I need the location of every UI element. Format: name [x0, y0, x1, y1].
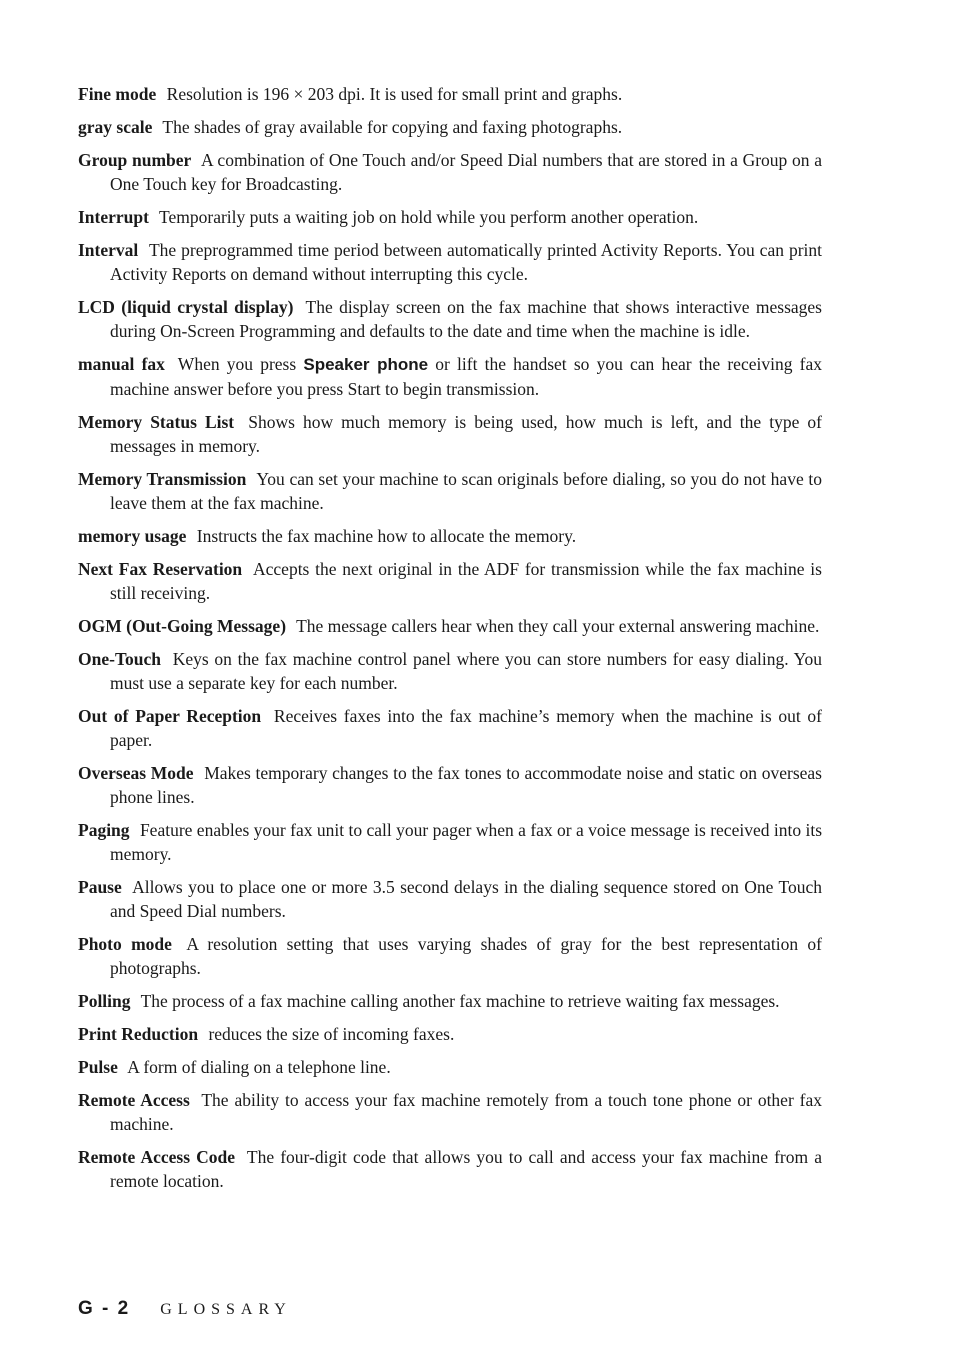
glossary-entry [78, 115, 822, 139]
glossary-definition: The message callers hear when they call your external answering machine. [296, 616, 820, 636]
glossary-definition: Shows how much memory is being used, how much is left, and the type of messages in memory. [110, 412, 823, 456]
glossary-term: One-Touch [78, 649, 161, 669]
glossary-term: Fine mode [78, 84, 157, 104]
glossary-term: gray scale [78, 117, 153, 137]
speaker-phone-key-label: Speaker phone [303, 355, 429, 374]
glossary-definition: Resolution is 196 × 203 dpi. It is used for small print and graphs. [166, 84, 623, 104]
glossary-definition-rest: or lift the handset so you can hear the receiving fax machine answer before you press Start to begin transmission. [110, 354, 822, 399]
glossary-term: Pulse [78, 1057, 118, 1077]
glossary-definition: A combination of One Touch and/or Speed Dial numbers that are stored in a Group on a One Touch key for Broadcasting. [110, 150, 822, 194]
glossary-list [78, 82, 822, 1202]
glossary-definition: The display screen on the fax machine that shows interactive messages during On-Screen Programming and defaults to the date and time when the machine is idle. [110, 297, 822, 341]
glossary-term: OGM (Out-Going Message) [78, 616, 287, 636]
glossary-term: LCD (liquid crystal display) [78, 297, 294, 317]
page-footer [78, 1298, 292, 1324]
glossary-entry [78, 647, 822, 695]
glossary-definition: A resolution setting that uses varying shades of gray for the best representation of photographs. [110, 934, 823, 978]
glossary-term: Next Fax Reservation [78, 559, 243, 579]
glossary-term: Memory Transmission [78, 469, 247, 489]
glossary-term: Interrupt [78, 207, 149, 227]
glossary-entry [78, 410, 822, 458]
glossary-entry [78, 467, 822, 515]
glossary-term: Paging [78, 820, 130, 840]
glossary-definition: Receives faxes into the fax machine’s memory when the machine is out of paper. [110, 706, 823, 750]
glossary-definition-lead: When you press [177, 354, 297, 374]
glossary-term: Photo mode [78, 934, 172, 954]
glossary-definition: The process of a fax machine calling another fax machine to retrieve waiting fax messages. [140, 991, 780, 1011]
glossary-entry [78, 1055, 822, 1079]
glossary-entry [78, 238, 822, 286]
glossary-entry [78, 704, 822, 752]
glossary-term: Remote Access [78, 1090, 190, 1110]
glossary-term: Interval [78, 240, 139, 260]
glossary-term: Print Reduction [78, 1024, 199, 1044]
glossary-definition: The preprogrammed time period between automatically printed Activity Reports. You can print Activity Reports on demand without interrupting this cycle. [110, 240, 823, 284]
glossary-term: memory usage [78, 526, 187, 546]
glossary-term: Polling [78, 991, 131, 1011]
glossary-term: Remote Access Code [78, 1147, 236, 1167]
glossary-definition: Keys on the fax machine control panel where you can store numbers for easy dialing. You must use a separate key for each number. [110, 649, 823, 693]
glossary-entry [78, 1022, 822, 1046]
glossary-entry [78, 148, 822, 196]
glossary-entry [78, 875, 822, 923]
glossary-definition: The ability to access your fax machine remotely from a touch tone phone or other fax machine. [110, 1090, 822, 1134]
glossary-definition: Accepts the next original in the ADF for transmission while the fax machine is still receiving. [110, 559, 822, 603]
glossary-definition: Allows you to place one or more 3.5 second delays in the dialing sequence stored on One Touch and Speed Dial numbers. [110, 877, 822, 921]
glossary-definition: Makes temporary changes to the fax tones to accommodate noise and static on overseas phone lines. [110, 763, 822, 807]
glossary-definition: Temporarily puts a waiting job on hold while you perform another operation. [159, 207, 699, 227]
glossary-entry [78, 818, 822, 866]
glossary-entry [78, 1145, 822, 1193]
glossary-term: manual fax [78, 354, 165, 374]
page-number: G - 2 [78, 1298, 131, 1319]
section-title: GLOSSARY [160, 1301, 292, 1318]
glossary-entry [78, 352, 822, 401]
glossary-entry [78, 989, 822, 1013]
glossary-definition: A form of dialing on a telephone line. [127, 1057, 391, 1077]
glossary-entry [78, 614, 822, 638]
glossary-definition: reduces the size of incoming faxes. [208, 1024, 455, 1044]
glossary-definition: Instructs the fax machine how to allocate the memory. [196, 526, 577, 546]
glossary-entry [78, 932, 822, 980]
glossary-entry [78, 295, 822, 343]
glossary-entry [78, 1088, 822, 1136]
glossary-term: Pause [78, 877, 122, 897]
glossary-term: Group number [78, 150, 192, 170]
glossary-term: Overseas Mode [78, 763, 194, 783]
glossary-entry [78, 524, 822, 548]
glossary-definition: You can set your machine to scan originals before dialing, so you do not have to leave them at the fax machine. [110, 469, 823, 513]
glossary-definition: The shades of gray available for copying and faxing photographs. [162, 117, 623, 137]
glossary-definition: The four-digit code that allows you to call and access your fax machine from a remote location. [110, 1147, 823, 1191]
glossary-entry [78, 761, 822, 809]
glossary-definition: Feature enables your fax unit to call your pager when a fax or a voice message is received into its memory. [110, 820, 822, 864]
glossary-term: Memory Status List [78, 412, 235, 432]
glossary-entry [78, 82, 822, 106]
glossary-entry [78, 205, 822, 229]
glossary-entry [78, 557, 822, 605]
glossary-term: Out of Paper Reception [78, 706, 262, 726]
